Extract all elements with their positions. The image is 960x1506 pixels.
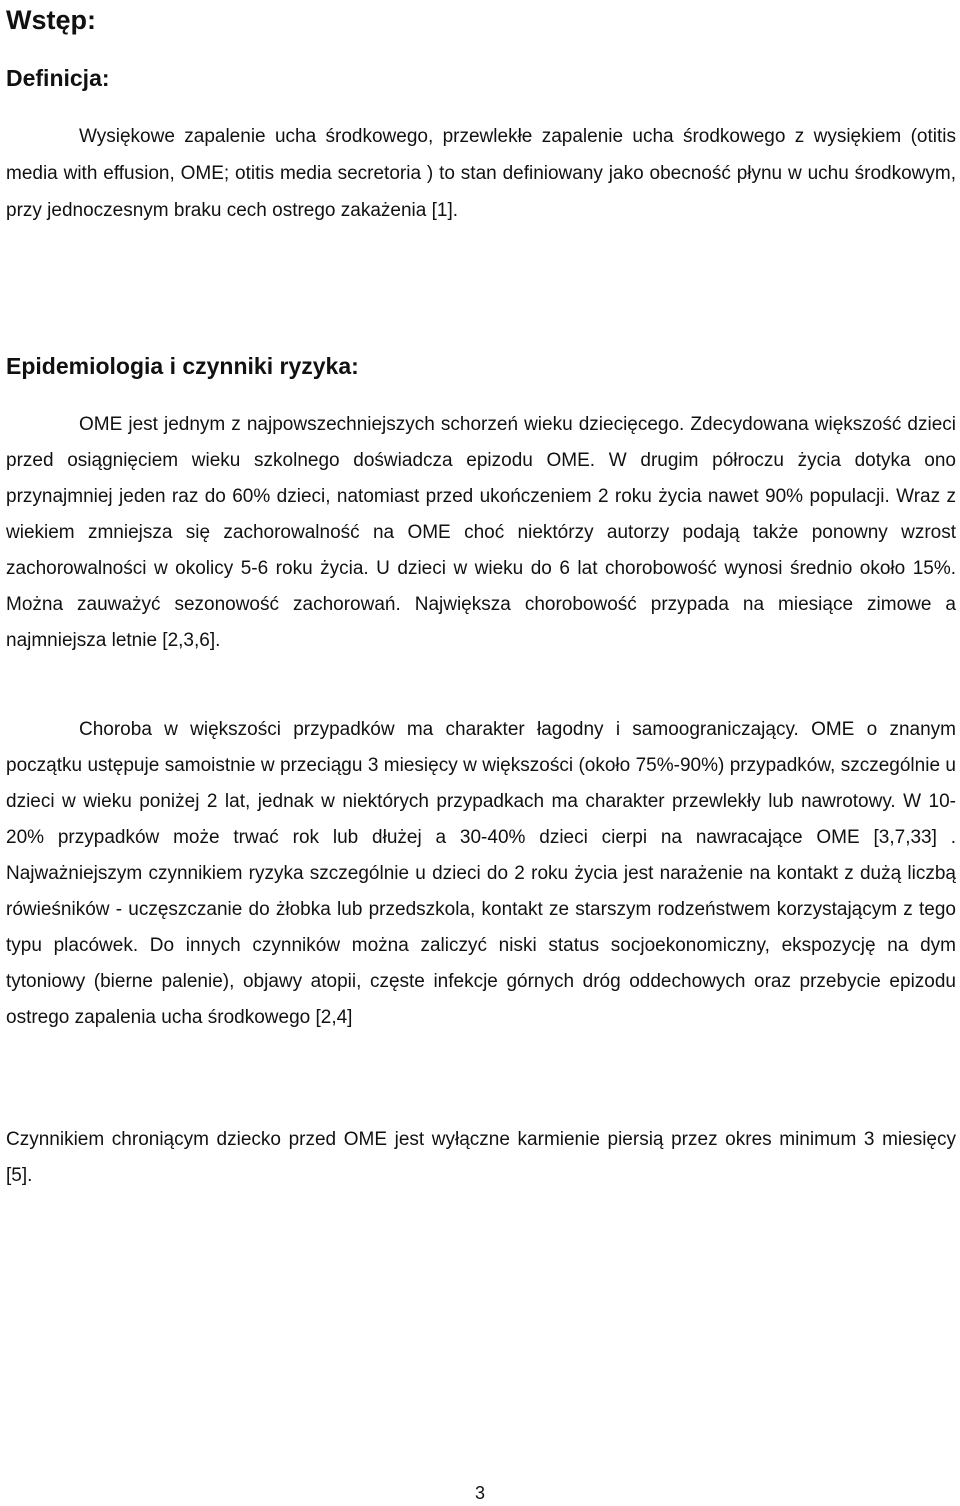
epidemiology-heading: Epidemiologia i czynniki ryzyka: <box>6 353 359 379</box>
definition-paragraph: Wysiękowe zapalenie ucha środkowego, przewlekłe zapalenie ucha środkowego z wysiękiem (otitis media with effusion, OME; otitis media secretoria ) to stan definiowany jako obecność płynu w uchu środkowym, przy jednoczesnym braku cech ostrego zakażenia [1]. <box>6 126 956 221</box>
page-number: 3 <box>474 1483 485 1503</box>
epidemiology-paragraph-1: OME jest jednym z najpowszechniejszych schorzeń wieku dziecięcego. Zdecydowana większość dzieci przed osiągnięciem wieku szkolnego doświadcza epizodu OME. W drugim półroczu życia dotyka ono przynajmniej jeden raz do 60% dzieci, natomiast przed ukończeniem 2 roku życia nawet 90% populacji. Wraz z wiekiem zmniejsza się zachorowalność na OME choć niektórzy autorzy podają także ponowny wzrost zachorowalności w okolicy 5-6 roku życia. U dzieci w wieku do 6 lat chorobowość wynosi średnio około 15%. Można zauważyć sezonowość zachorowań. Największa chorobowość przypada na miesiące zimowe a najmniejsza letnie [2,3,6]. <box>6 414 956 651</box>
page-title: Wstęp: <box>6 5 96 35</box>
definition-heading: Definicja: <box>6 65 110 91</box>
epidemiology-paragraph-2: Choroba w większości przypadków ma charakter łagodny i samoograniczający. OME o znanym początku ustępuje samoistnie w przeciągu 3 miesięcy w większości (około 75%-90%) przypadków, szczególnie u dzieci w wieku poniżej 2 lat, jednak w niektórych przypadkach ma charakter przewlekły lub nawrotowy. W 10-20% przypadków może trwać rok lub dłużej a 30-40% dzieci cierpi na nawracające OME [3,7,33] . Najważniejszym czynnikiem ryzyka szczególnie u dzieci do 2 roku życia jest narażenie na kontakt z dużą liczbą rówieśników - uczęszczanie do żłobka lub przedszkola, kontakt ze starszym rodzeństwem korzystającym z tego typu placówek. Do innych czynników można zaliczyć niski status socjoekonomiczny, ekspozycję na dym tytoniowy (bierne palenie), objawy atopii, częste infekcje górnych dróg oddechowych oraz przebycie epizodu ostrego zapalenia ucha środkowego [2,4] <box>6 719 956 1028</box>
epidemiology-paragraph-3: Czynnikiem chroniącym dziecko przed OME jest wyłączne karmienie piersią przez okres minimum 3 miesięcy [5]. <box>6 1129 956 1186</box>
